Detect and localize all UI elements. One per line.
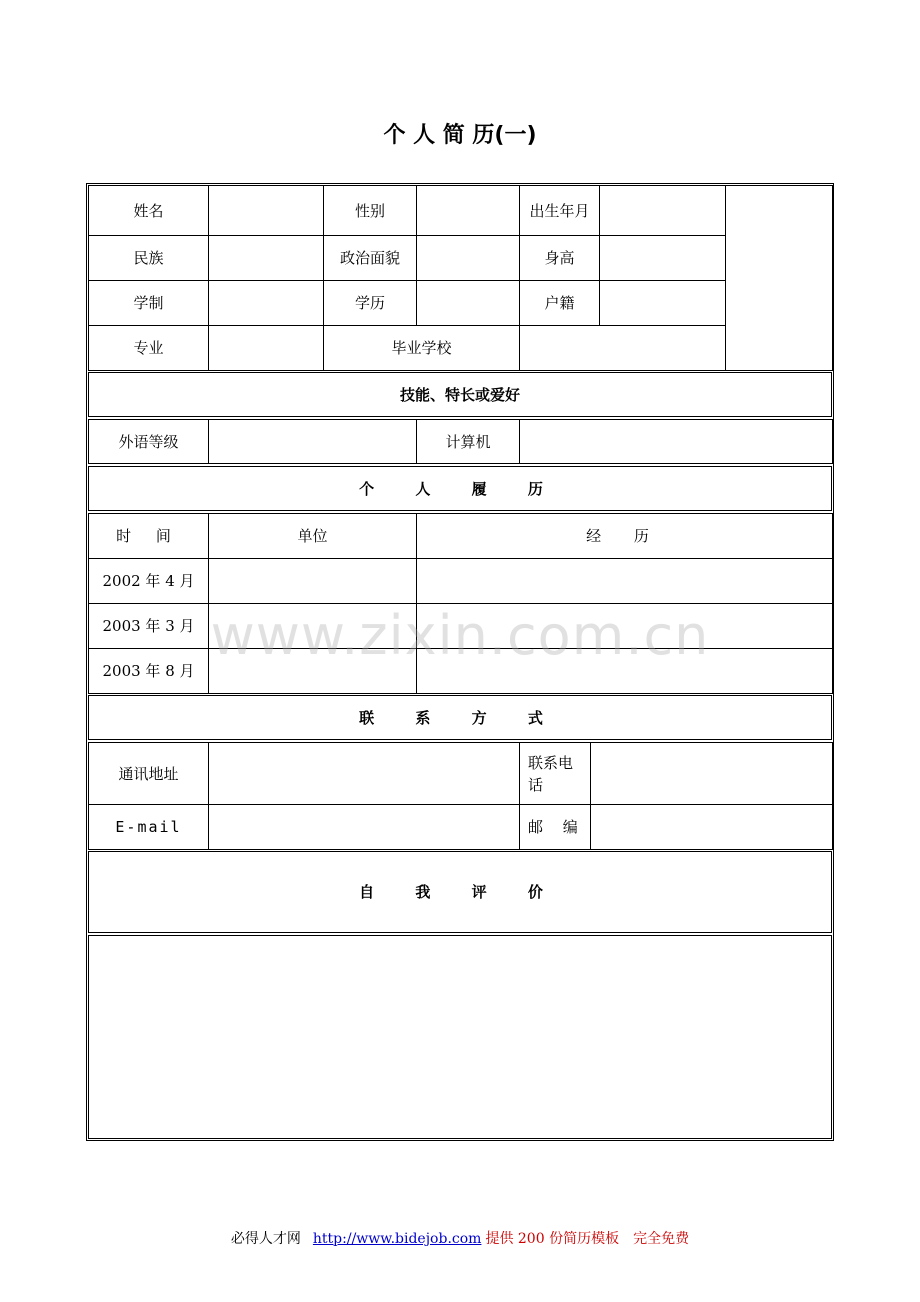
birth-field[interactable] <box>600 186 726 236</box>
ethnicity-label: 民族 <box>89 236 209 281</box>
gender-field[interactable] <box>417 186 520 236</box>
major-field[interactable] <box>209 326 324 371</box>
computer-label: 计算机 <box>417 420 520 464</box>
school-label: 毕业学校 <box>324 326 520 371</box>
address-label: 通讯地址 <box>89 743 209 805</box>
page-title: 个 人 简 历(一) <box>383 123 537 148</box>
ethnicity-field[interactable] <box>209 236 324 281</box>
history-header: 个 人 履 历 <box>89 467 832 511</box>
name-label: 姓名 <box>89 186 209 236</box>
contact-header: 联 系 方 式 <box>89 696 832 740</box>
history-row-exp[interactable] <box>417 604 833 649</box>
education-field[interactable] <box>417 281 520 326</box>
major-label: 专业 <box>89 326 209 371</box>
political-field[interactable] <box>417 236 520 281</box>
email-label: E-mail <box>89 805 209 850</box>
skills-header-table <box>88 372 832 417</box>
contact-table <box>88 742 833 850</box>
birth-label: 出生年月 <box>520 186 600 236</box>
history-header-table <box>88 466 832 511</box>
history-col-exp: 经 历 <box>417 514 833 559</box>
email-field[interactable] <box>209 805 520 850</box>
history-col-time: 时 间 <box>89 514 209 559</box>
footer-link[interactable]: http://www.bidejob.com <box>312 1231 482 1247</box>
history-row-exp[interactable] <box>417 649 833 694</box>
height-label: 身高 <box>520 236 600 281</box>
evaluation-header-table <box>88 851 832 933</box>
photo-box <box>726 186 833 371</box>
postcode-label: 邮 编 <box>520 805 591 850</box>
contact-header-table <box>88 695 832 740</box>
height-field[interactable] <box>600 236 726 281</box>
footer-site: 必得人才网 <box>230 1231 301 1247</box>
history-row-time: 2003 年 8 月 <box>89 649 209 694</box>
history-row-unit[interactable] <box>209 649 417 694</box>
skills-table <box>88 419 833 464</box>
schooling-field[interactable] <box>209 281 324 326</box>
address-field[interactable] <box>209 743 520 805</box>
history-table <box>88 513 833 694</box>
computer-field[interactable] <box>520 420 833 464</box>
history-row-exp[interactable] <box>417 559 833 604</box>
evaluation-table <box>88 935 832 1139</box>
history-row-time: 2002 年 4 月 <box>89 559 209 604</box>
footer-promo: 提供 200 份简历模板 完全免费 <box>485 1231 690 1247</box>
postcode-field[interactable] <box>591 805 833 850</box>
language-label: 外语等级 <box>89 420 209 464</box>
education-label: 学历 <box>324 281 417 326</box>
schooling-label: 学制 <box>89 281 209 326</box>
phone-field[interactable] <box>591 743 833 805</box>
gender-label: 性别 <box>324 186 417 236</box>
hukou-label: 户籍 <box>520 281 600 326</box>
watermark: www.zixin.com.cn <box>210 604 710 667</box>
name-field[interactable] <box>209 186 324 236</box>
language-field[interactable] <box>209 420 417 464</box>
skills-header: 技能、特长或爱好 <box>89 373 832 417</box>
history-row-unit[interactable] <box>209 604 417 649</box>
evaluation-field[interactable] <box>89 936 832 1139</box>
history-row-time: 2003 年 3 月 <box>89 604 209 649</box>
school-field[interactable] <box>520 326 726 371</box>
basic-info-table <box>88 185 833 371</box>
history-col-unit: 单位 <box>209 514 417 559</box>
political-label: 政治面貌 <box>324 236 417 281</box>
phone-label: 联系电话 <box>520 743 591 805</box>
hukou-field[interactable] <box>600 281 726 326</box>
footer <box>0 1228 920 1248</box>
evaluation-header: 自 我 评 价 <box>89 852 832 933</box>
history-row-unit[interactable] <box>209 559 417 604</box>
